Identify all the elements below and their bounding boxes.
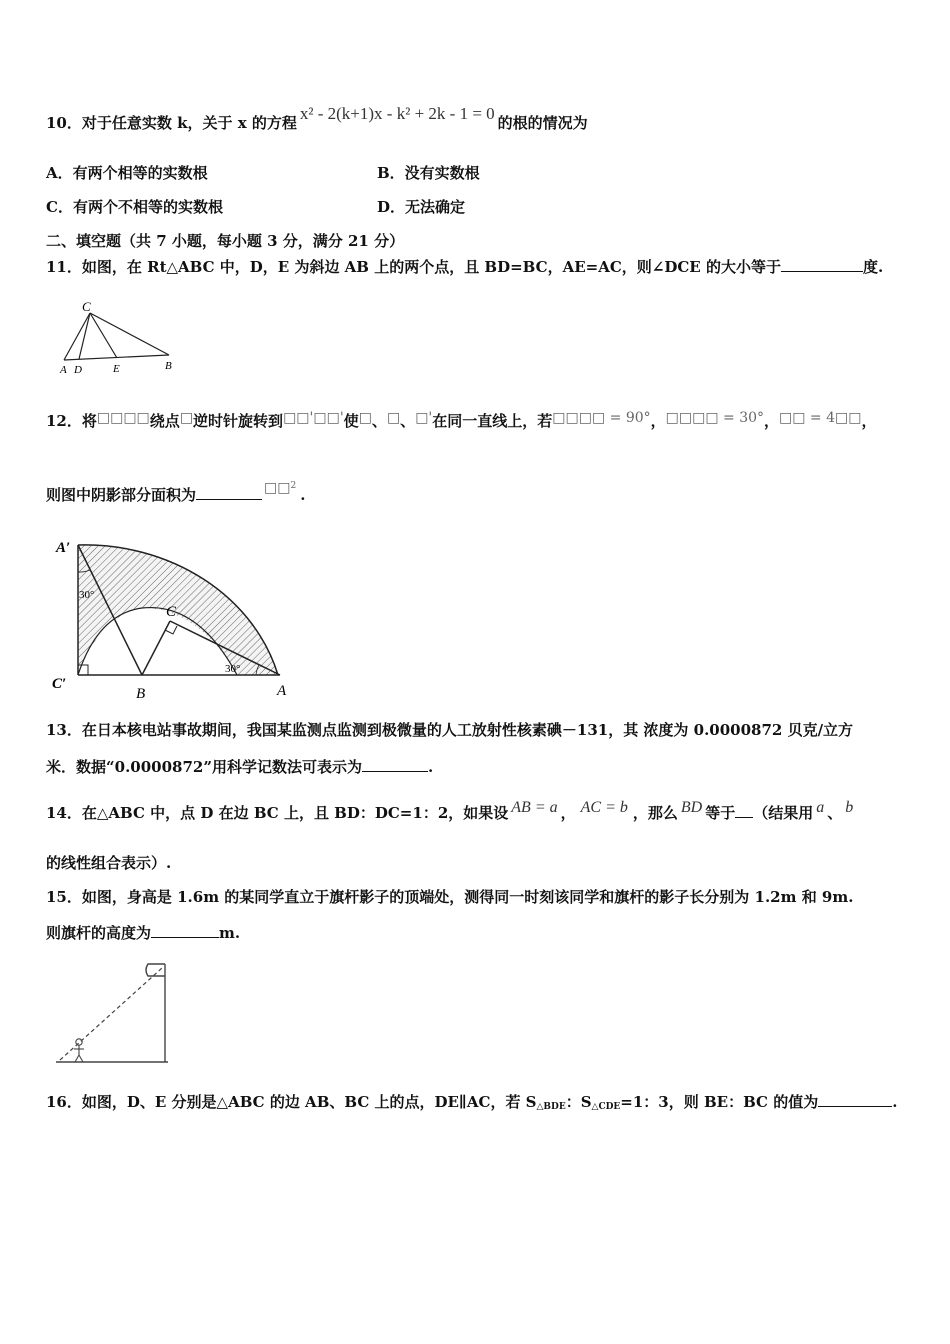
q16-end: . [892,1093,898,1111]
section-heading: 二、填空题（共 7 小题，每小题 3 分，满分 21 分） [46,232,405,250]
q12-garbled-1: □□□□ [96,410,150,426]
q12-line2-prefix: 则图中阴影部分面积为 [46,486,197,504]
q11-stem [46,256,883,277]
q12-garbled-8: □□□□ = 30° [665,410,765,426]
q16-stem [46,1091,897,1112]
q11-label-d: D [74,364,82,376]
q12-text-4: 使 [343,412,359,430]
q12-label-b: B [136,686,146,702]
q12-text-6: 、 [400,412,416,430]
q12-angle-top: 30° [79,589,95,601]
q12-end: . [300,486,306,504]
q12-text-1: 12．将 [46,412,97,430]
q12-figure [48,532,298,704]
q14-vector-ac: AC = b [580,799,628,816]
q14-text-4: 等于 [705,804,736,822]
q10-option-a: A．有两个相等的实数根 [46,164,208,182]
q12-angle-right: 30° [225,663,241,675]
q11-figure [56,296,186,376]
q15-person-icon [74,1039,84,1062]
q13-stem-line2 [46,756,433,777]
q12-unit-sup: 2 [290,481,297,491]
q11-label-e: E [113,363,120,375]
q12-garbled-9: □□ = 4□□ [779,410,862,426]
q14-var-b: b [845,799,854,816]
q13-line2-prefix: 米．数据“0.0000872”用科学记数法可表示为 [46,758,362,776]
q14-var-a: a [816,799,825,816]
q14-vector-bd: BD [680,799,703,816]
q11-label-b: B [165,360,172,372]
q12-unit: □□ [264,480,291,496]
q11-suffix: 度. [862,258,884,276]
q12-label-a-prime: A′ [56,540,71,556]
q12-answer-blank[interactable] [196,485,262,500]
q10-stem [46,104,588,133]
q12-garbled-4: □ [358,410,372,426]
q16-sub-cde: △CDE [591,1102,621,1112]
q12-text-8: ， [650,412,666,430]
q13-end: . [427,758,434,776]
q10-option-d: D．无法确定 [377,198,466,216]
q11-text: 11．如图，在 Rt△ABC 中，D，E 为斜边 AB 上的两个点，且 BD=BC，AE=AC，则∠DCE 的大小等于 [46,258,781,276]
q10-option-c: C．有两个不相等的实数根 [46,198,223,216]
q16-answer-blank[interactable] [818,1092,892,1107]
q14-answer-blank[interactable] [735,803,753,818]
q10-option-b: B．没有实数根 [377,164,480,182]
q15-stem: 15．如图，身高是 1.6m 的某同学直立于旗杆影子的顶端处，测得同一时刻该同学和旗杆的影子长分别为 1.2m 和 9m. [46,888,854,906]
q14-stem-line2: 的线性组合表示）. [46,854,172,872]
q16-text-3: =1：3，则 BE：BC 的值为 [620,1093,819,1111]
q12-text-2: 绕点 [149,412,180,430]
q14-text-2: ， [560,804,576,822]
q14-text-6: 、 [827,804,843,822]
q11-label-a: A [60,364,67,376]
q14-text-1: 14．在△ABC 中，点 D 在边 BC 上，且 BD：DC=1：2，如果设 [46,804,509,822]
q12-garbled-6: □' [415,410,433,426]
q12-text-9: ， [764,412,780,430]
q15-stem-line2 [46,922,240,943]
q15-answer-blank[interactable] [151,923,219,938]
q12-garbled-3: □□'□□' [283,410,344,426]
q16-sub-bde: △BDE [536,1102,566,1112]
q14-text-3: ，那么 [632,804,678,822]
q13-stem: 13．在日本核电站事故期间，我国某监测点监测到极微量的人工放射性核素碘－131，其 浓度为 0.0000872 贝克/立方 [46,721,854,739]
q12-stem-line2 [46,480,306,505]
q10-suffix: 的根的情况为 [497,114,588,132]
q12-stem [46,410,877,431]
q15-line2-prefix: 则旗杆的高度为 [46,924,152,942]
q12-label-c-prime: C′ [52,676,67,692]
q14-text-5: （结果用 [753,804,814,822]
q16-text-2: ：S [565,1093,592,1111]
q15-line2-suffix: m. [219,924,241,942]
q10-equation: x² - 2(k+1)x - k² + 2k - 1 = 0 [299,104,495,123]
q11-label-c: C [82,299,91,314]
q12-text-10: ， [861,412,877,430]
q12-text-7: 在同一直线上，若 [432,412,553,430]
q12-text-3: 逆时针旋转到 [193,412,284,430]
q13-answer-blank[interactable] [362,757,428,772]
q10-prefix: 10．对于任意实数 k，关于 x 的方程 [46,114,297,132]
q15-figure [52,956,174,1068]
q12-garbled-7: □□□□ = 90° [552,410,651,426]
q12-garbled-2: □ [179,410,194,426]
q12-label-c: C [166,604,177,620]
q12-text-5: 、 [371,412,387,430]
q14-vector-ab: AB = a [511,799,558,816]
q11-answer-blank[interactable] [781,257,863,272]
q12-label-a: A [277,683,287,699]
q16-text-1: 16．如图，D、E 分别是△ABC 的边 AB、BC 上的点，DE∥AC，若 S [46,1093,537,1111]
q14-stem [46,799,856,823]
q12-garbled-5: □ [386,410,401,426]
